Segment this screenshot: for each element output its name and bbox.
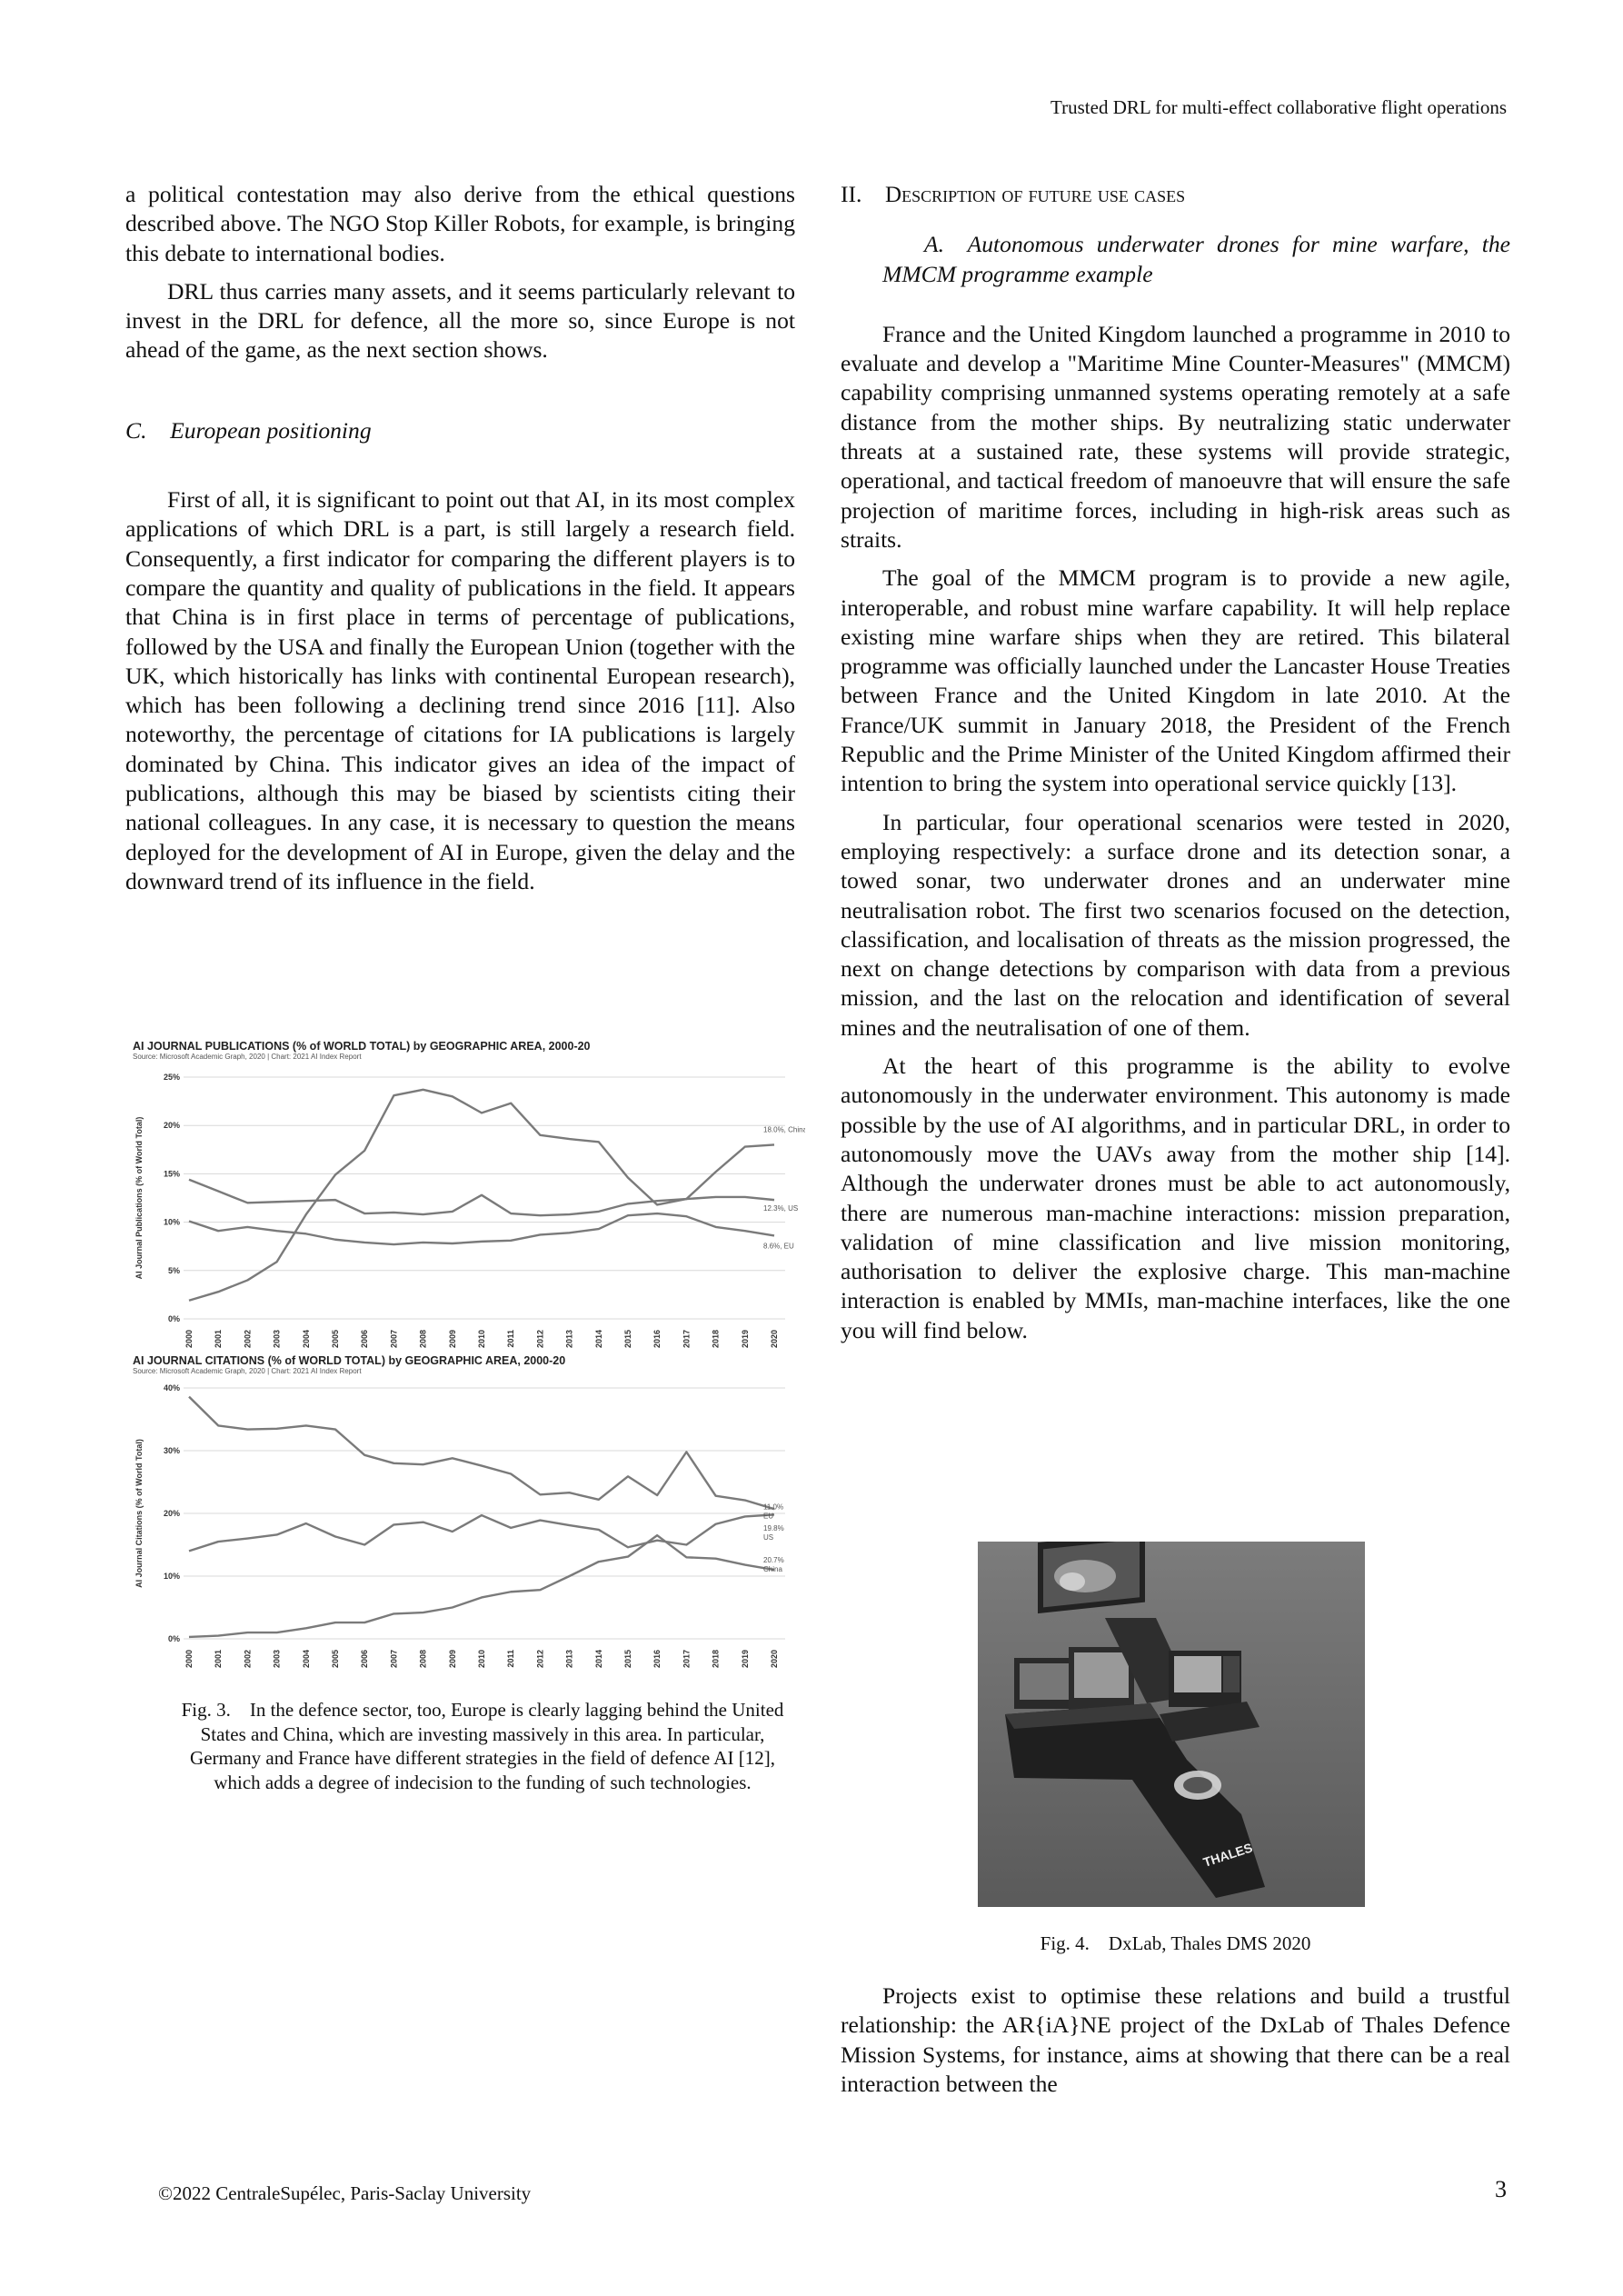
dxlab-photo [978,1542,1365,1907]
y-tick-label: 0% [167,1314,180,1323]
x-tick-label: 2017 [682,1330,692,1349]
series-end-label-eu: EU [763,1512,774,1521]
dxlab-console-illustration [978,1542,1365,1907]
x-tick-label: 2010 [477,1330,486,1349]
series-end-label-china: 20.7% [763,1556,784,1565]
thales-logo: THALES [1200,1840,1255,1870]
y-tick-label: 20% [163,1121,180,1131]
x-tick-label: 2019 [740,1650,750,1669]
x-tick-label: 2012 [535,1650,545,1669]
y-axis-label: AI Journal Publications (% of World Total) [134,1116,144,1280]
paragraph-mmcm-1: France and the United Kingdom launched a programme in 2010 to evaluate and develop a "Maritime Mine Counter-Measures" (MMCM) capability comprising unmanned systems operating remotely at a safe distance from the mother ships. By neutralizing static underwater threats at a sustained rate, these systems will provide strategic, operational, and tactical freedom of manoeuvre that will ensure the safe projection of maritime forces, including in high-risk areas such as straits. [841,320,1510,553]
x-tick-label: 2017 [682,1650,692,1669]
x-tick-label: 2007 [389,1330,399,1349]
x-tick-label: 2012 [535,1330,545,1349]
series-end-label-us: 19.8% [763,1524,784,1533]
running-header: Trusted DRL for multi-effect collaborative flight operations [1050,96,1507,118]
x-tick-label: 2016 [652,1330,662,1349]
x-tick-label: 2020 [770,1330,779,1349]
chart-title: AI JOURNAL CITATIONS (% of WORLD TOTAL) by GEOGRAPHIC AREA, 2000-20 [133,1354,566,1367]
x-tick-label: 2006 [360,1330,370,1349]
paragraph-continuation: a political contestation may also derive from the ethical questions described above. The NGO Stop Killer Robots, for example, is bringing this debate to international bodies. [125,181,795,266]
section-title: Description of future use cases [885,183,1186,207]
paragraph-arianes: Projects exist to optimise these relations and build a trustful relationship: the AR{iA}NE project of the DxLab of Thales Defence Mission Systems, for instance, aims at showing that there can be a real interaction between the [841,1982,1510,2097]
paragraph-mmcm-2: The goal of the MMCM program is to provide a new agile, interoperable, and robust mine warfare capability. It will help replace existing mine warfare ships when they are retired. This bilateral programme was officially launched under the Lancaster House Treaties between France and the United Kingdom in late 2010. At the France/UK summit in January 2018, the President of the French Republic and the Prime Minister of the United Kingdom affirmed their intention to bring the system into operational service quickly [13]. [841,564,1510,797]
x-tick-label: 2001 [214,1330,224,1349]
x-tick-label: 2008 [418,1650,428,1669]
x-tick-label: 2003 [272,1650,282,1669]
section-number: II. [841,181,862,207]
fig4-caption: Fig. 4. DxLab, Thales DMS 2020 [1040,1932,1311,1954]
x-tick-label: 2000 [184,1330,194,1349]
paragraph-mmcm-4: At the heart of this programme is the ability to evolve autonomously in the underwater environment. This autonomy is made possible by the use of AI algorithms, and in particular DRL, in order to autonomously move the UAVs away from the mother ship [14]. Although the underwater drones must be able to act autonomously, there are numerous man-machine interactions: mission preparation, validation of mine classification and live mission monitoring, authorisation to deliver the explosive charge. This man-machine interaction is enabled by MMIs, man-machine interfaces, like the one you will find below. [841,1053,1510,1343]
x-tick-label: 2014 [593,1650,603,1669]
y-tick-label: 40% [163,1383,180,1393]
chart-source: Source: Microsoft Academic Graph, 2020 | Chart: 2021 AI Index Report [133,1053,362,1061]
citations-chart-svg [133,1375,805,1695]
y-tick-label: 5% [167,1265,180,1275]
x-tick-label: 2015 [623,1330,632,1349]
section-ii-heading [841,180,1510,210]
series-end-label-us: US [763,1533,774,1542]
citations-chart [133,1354,805,1700]
y-tick-label: 30% [163,1446,180,1455]
y-tick-label: 10% [163,1572,180,1581]
fig3-caption: Fig. 3. In the defence sector, too, Europe is clearly lagging behind the United States and China, which are investing massively in this area. In particular, Germany and France have different strategies in the field of defence AI [12], which adds a degree of indecision to the funding of such technologies. [181,1699,784,1793]
x-tick-label: 2008 [418,1330,428,1349]
y-axis-label: AI Journal Citations (% of World Total) [134,1439,144,1588]
x-tick-label: 2002 [243,1330,253,1349]
series-end-label-china: 18.0%, China [763,1125,805,1134]
chart-source: Source: Microsoft Academic Graph, 2020 | Chart: 2021 AI Index Report [133,1367,362,1375]
publications-chart [133,1040,805,1365]
publications-chart-svg [133,1061,805,1361]
series-line-china [189,1535,774,1637]
x-tick-label: 2003 [272,1330,282,1349]
subsection-a-heading: A. Autonomous underwater drones for mine warfare, the MMCM programme example [882,231,1510,287]
x-tick-label: 2014 [593,1330,603,1349]
x-tick-label: 2001 [214,1650,224,1669]
y-tick-label: 0% [167,1634,180,1643]
x-tick-label: 2010 [477,1650,486,1669]
page-number: 3 [1495,2176,1507,2202]
series-line-eu [189,1514,774,1551]
x-tick-label: 2006 [360,1650,370,1669]
x-tick-label: 2011 [506,1330,516,1348]
x-tick-label: 2013 [564,1330,574,1349]
paragraph-drl-assets: DRL thus carries many assets, and it seems particularly relevant to invest in the DRL for defence, all the more so, since Europe is not ahead of the game, as the next section shows. [125,277,795,364]
series-end-label-eu: 8.6%, EU [763,1242,794,1251]
x-tick-label: 2004 [301,1330,311,1349]
x-tick-label: 2000 [184,1650,194,1669]
x-tick-label: 2015 [623,1650,632,1669]
series-end-label-eu: 11.0% [763,1502,784,1512]
right-column [841,180,1510,1345]
left-column [125,180,795,896]
x-tick-label: 2020 [770,1650,779,1669]
y-tick-label: 25% [163,1073,180,1082]
x-tick-label: 2009 [447,1330,457,1349]
paragraph-european-positioning: First of all, it is significant to point out that AI, in its most complex applications of which DRL is a part, is still largely a research field. Consequently, a first indicator for comparing the different players is to compare the quantity and quality of publications in the field. It appears that China is in first place in terms of percentage of publications, followed by the USA and finally the European Union (together with the UK, which historically has links with continental European research), which has been following a declining trend since 2016 [11]. Also noteworthy, the percentage of citations for IA publications is largely dominated by China. This indicator gives an idea of the impact of publications, although this may be biased by scientists citing their national colleagues. In any case, it is necessary to question the means deployed for the development of AI in Europe, given the delay and the downward trend of its influence in the field. [125,486,795,894]
x-tick-label: 2019 [740,1330,750,1349]
series-line-us [189,1397,774,1510]
x-tick-label: 2011 [506,1650,516,1668]
x-tick-label: 2007 [389,1650,399,1669]
x-tick-label: 2016 [652,1650,662,1669]
series-end-label-us: 12.3%, US [763,1204,799,1213]
right-column-bottom [841,1982,1510,2099]
chart-title: AI JOURNAL PUBLICATIONS (% of WORLD TOTAL) by GEOGRAPHIC AREA, 2000-20 [133,1040,591,1053]
x-tick-label: 2009 [447,1650,457,1669]
section-c-heading: C. European positioning [125,416,372,444]
y-tick-label: 10% [163,1217,180,1227]
footer-copyright: ©2022 CentraleSupélec, Paris-Saclay University [158,2182,532,2204]
x-tick-label: 2018 [711,1330,721,1349]
paragraph-mmcm-3: In particular, four operational scenarios were tested in 2020, employing respectively: a surface drone and its detection sonar, a towed sonar, two underwater drones and an underwater mine neutralisation robot. The first two scenarios focused on the detection, classification, and localisation of threats as the mission progressed, the next on change detections by comparison with data from a previous mission, and the last on the relocation and identification of several mines and the neutralisation of one of them. [841,808,1510,1041]
y-tick-label: 15% [163,1169,180,1179]
x-tick-label: 2005 [331,1650,340,1669]
x-tick-label: 2013 [564,1650,574,1669]
x-tick-label: 2004 [301,1650,311,1669]
x-tick-label: 2005 [331,1330,340,1349]
x-tick-label: 2002 [243,1650,253,1669]
x-tick-label: 2018 [711,1650,721,1669]
y-tick-label: 20% [163,1509,180,1518]
series-end-label-china: China [763,1565,782,1574]
series-line-eu [189,1213,774,1244]
